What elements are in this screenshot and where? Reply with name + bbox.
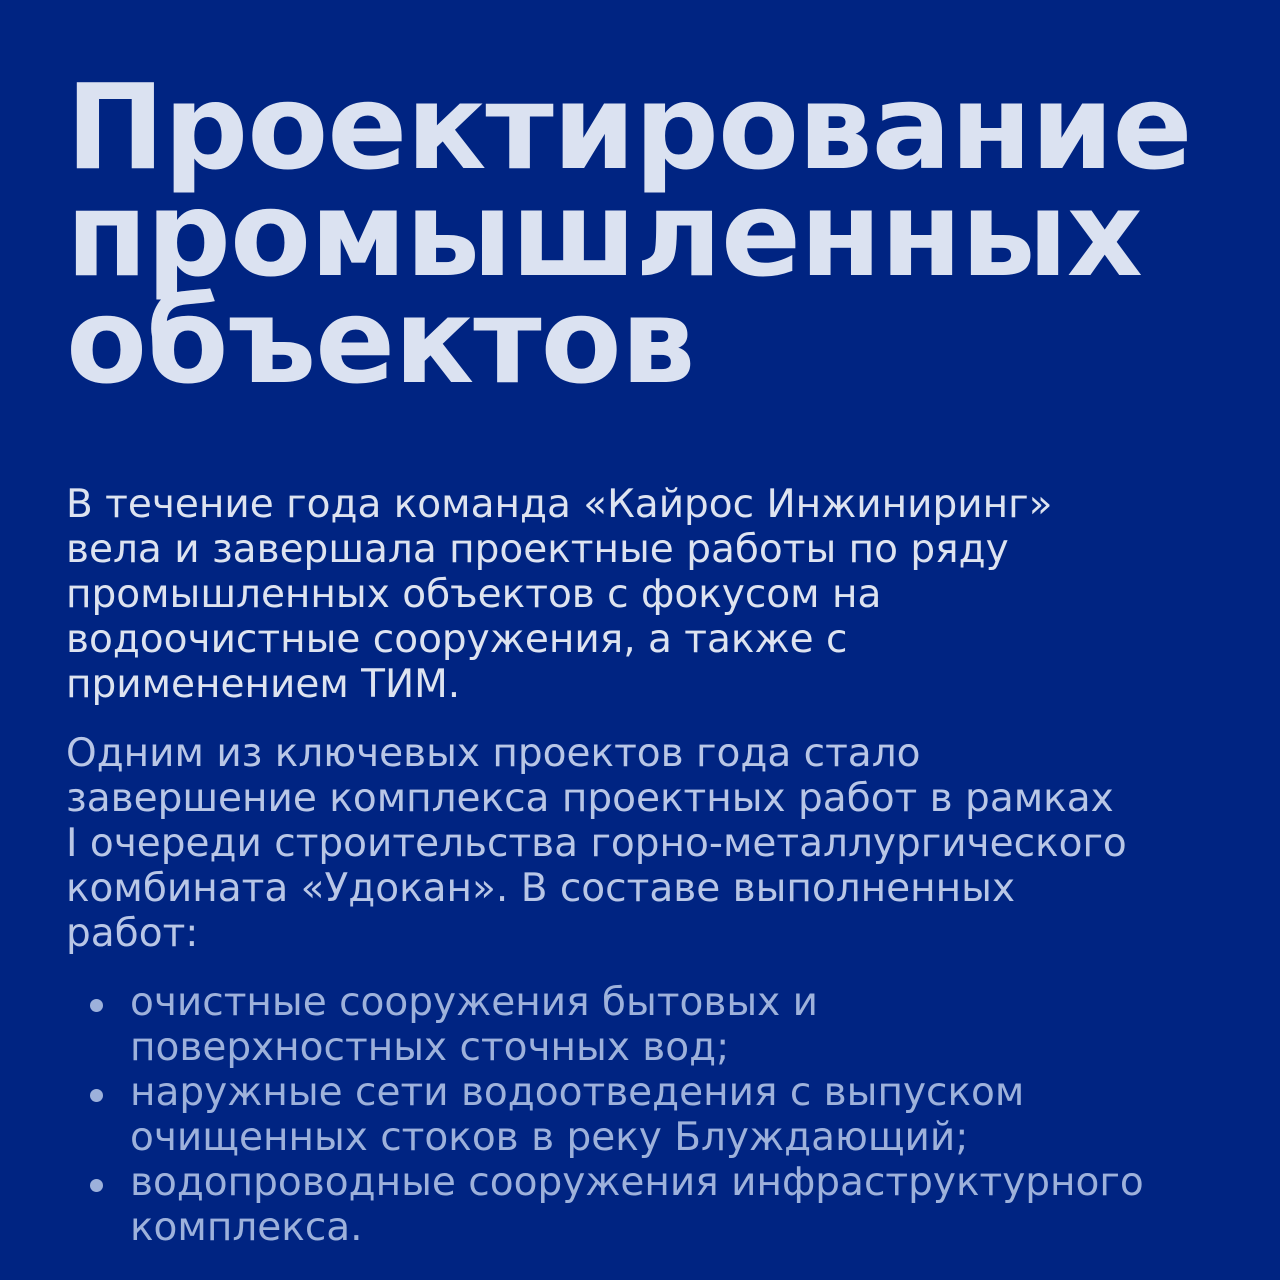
list-item — [66, 980, 1246, 1070]
list-item-line: комплекса. — [130, 1205, 363, 1250]
bullet-dot-icon — [90, 1179, 103, 1192]
list-item — [66, 1070, 1246, 1160]
page-title — [66, 58, 1246, 410]
paragraph-line: применением ТИМ. — [66, 662, 461, 707]
title-line: промышленных — [66, 165, 1142, 303]
paragraph-line: В течение года команда «Кайрос Инжиниринг» — [66, 482, 1053, 527]
paragraph-line: комбината «Удокан». В составе выполненных — [66, 866, 1016, 911]
paragraph-line: I очереди строительства горно-металлургического — [66, 821, 1127, 866]
list-item-line: очищенных стоков в реку Блуждающий; — [130, 1115, 969, 1160]
bullet-dot-icon — [90, 1089, 103, 1102]
bullet-dot-icon — [90, 999, 103, 1012]
paragraph-line: вела и завершала проектные работы по ряду — [66, 527, 1009, 572]
body-text — [66, 482, 1246, 1250]
intro-paragraph — [66, 482, 1246, 707]
paragraph-line: завершение комплекса проектных работ в рамках — [66, 776, 1114, 821]
list-item-line: поверхностных сточных вод; — [130, 1025, 730, 1070]
list-item-line: наружные сети водоотведения с выпуском — [130, 1070, 1025, 1115]
list-item — [66, 1160, 1246, 1250]
paragraph-line: работ: — [66, 911, 199, 956]
title-line: Проектирование — [66, 58, 1192, 196]
title-line: объектов — [66, 272, 695, 410]
work-list — [66, 980, 1246, 1250]
paragraph-line: промышленных объектов с фокусом на — [66, 572, 882, 617]
key-project-paragraph — [66, 731, 1246, 956]
paragraph-line: Одним из ключевых проектов года стало — [66, 731, 921, 776]
list-item-line: водопроводные сооружения инфраструктурного — [130, 1160, 1144, 1205]
paragraph-line: водоочистные сооружения, а также с — [66, 617, 848, 662]
list-item-line: очистные сооружения бытовых и — [130, 980, 818, 1025]
